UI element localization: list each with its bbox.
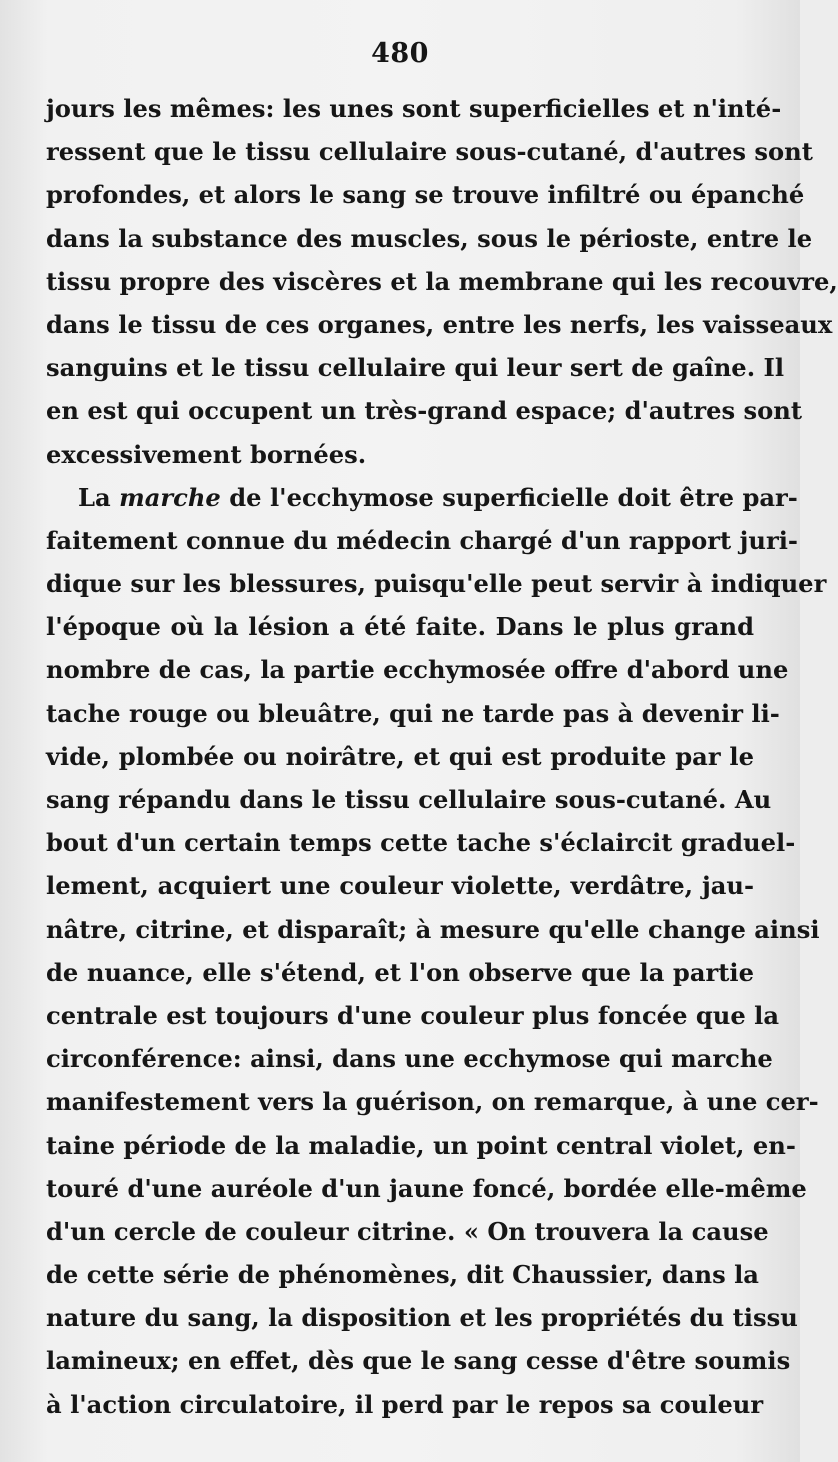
text-line: jours les mêmes: les unes sont superficielles et n'inté- <box>46 94 782 123</box>
text-line: en est qui occupent un très-grand espace; d'autres sont <box>46 396 803 426</box>
text-line: tache rouge ou bleuâtre, qui ne tarde pas à devenir li- <box>46 698 780 728</box>
text-line: nombre de cas, la partie ecchymosée offre d'abord une <box>46 655 789 685</box>
text-line: à l'action circulatoire, il perd par le repos sa couleur <box>46 1389 764 1419</box>
text-line: de nuance, elle s'étend, et l'on observe que la partie <box>46 957 754 987</box>
text-line: lamineux; en effet, dès que le sang cesse d'être soumis <box>46 1346 791 1376</box>
text-line: dique sur les blessures, puisqu'elle peut servir à indiquer <box>46 569 827 599</box>
text-line: ressent que le tissu cellulaire sous-cutané, d'autres sont <box>46 137 813 167</box>
text-line: bout d'un certain temps cette tache s'éclaircit graduel- <box>46 828 796 858</box>
text-line: dans le tissu de ces organes, entre les nerfs, les vaisseaux <box>46 309 833 339</box>
text-line: vide, plombée ou noirâtre, et qui est produite par le <box>46 741 754 771</box>
text-line: l'époque où la lésion a été faite. Dans le plus grand <box>46 612 754 642</box>
text-line: touré d'une auréole d'un jaune foncé, bordée elle-même <box>46 1173 807 1203</box>
page-number: 480 <box>371 38 429 69</box>
text-line: profondes, et alors le sang se trouve infiltré ou épanché <box>46 180 805 210</box>
text-line: d'un cercle de couleur citrine. « On trouvera la cause <box>46 1216 769 1246</box>
body-text <box>46 87 838 1426</box>
text-line: dans la substance des muscles, sous le périoste, entre le <box>46 223 813 253</box>
text-line: sang répandu dans le tissu cellulaire sous-cutané. Au <box>46 785 772 814</box>
text-line: tissu propre des viscères et la membrane qui les recouvre, <box>46 266 838 296</box>
text-line: lement, acquiert une couleur violette, verdâtre, jau- <box>46 871 754 901</box>
text-fragment: La <box>78 482 111 512</box>
text-line: sanguins et le tissu cellulaire qui leur sert de gaîne. Il <box>46 353 785 383</box>
text-line: de cette série de phénomènes, dit Chaussier, dans la <box>46 1260 759 1290</box>
text-line: taine période de la maladie, un point central violet, en- <box>46 1130 796 1160</box>
text-line: excessivement bornées. <box>46 439 367 469</box>
text-line: faitement connue du médecin chargé d'un rapport juri- <box>46 525 798 555</box>
text-line: circonférence: ainsi, dans une ecchymose qui marche <box>46 1044 773 1074</box>
text-line: centrale est toujours d'une couleur plus foncée que la <box>46 1000 780 1030</box>
text-line: manifestement vers la guérison, on remarque, à une cer- <box>46 1087 819 1117</box>
emphasized-word: marche <box>119 482 221 512</box>
text-line: nature du sang, la disposition et les propriétés du tissu <box>46 1303 798 1333</box>
text-line: nâtre, citrine, et disparaît; à mesure qu'elle change ainsi <box>46 914 820 944</box>
text-fragment: de l'ecchymose superficielle doit être par- <box>229 482 798 512</box>
paragraph-first-line <box>46 476 798 519</box>
